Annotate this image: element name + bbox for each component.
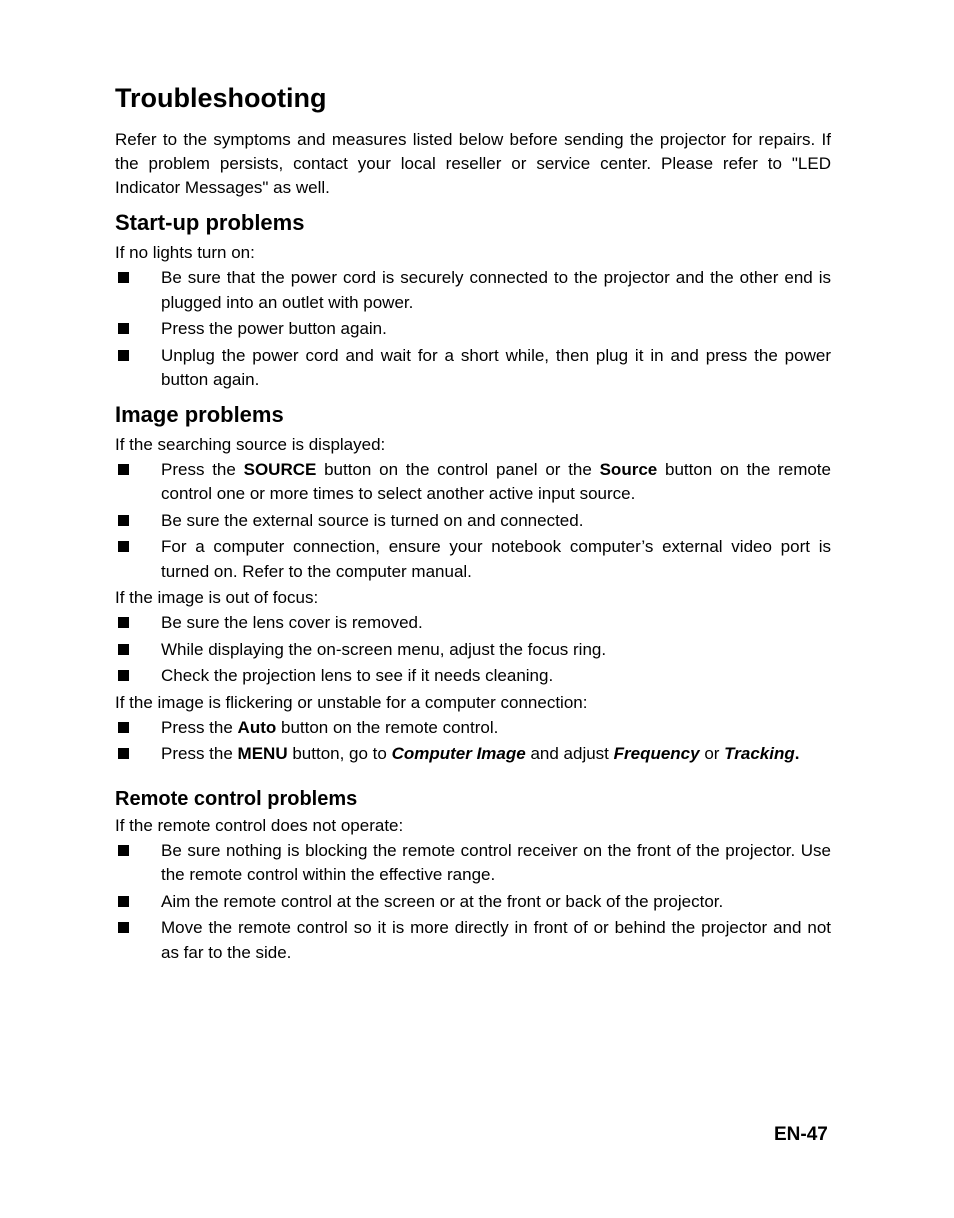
list-item: Press the power button again. [115,317,831,342]
list-item: Move the remote control so it is more directly in front of or behind the projector and not as far to the side. [115,916,831,965]
list-item: Be sure the external source is turned on and connected. [115,509,831,534]
auto-keyword: Auto [237,717,277,737]
remote-condition: If the remote control does not operate: [115,815,404,835]
menu-keyword: MENU [237,744,288,763]
list-item: Be sure the lens cover is removed. [115,611,831,636]
square-bullet-icon [118,515,129,526]
list-item: Check the projection lens to see if it needs cleaning. [115,664,831,689]
remote-section [115,786,831,966]
tracking-keyword: Tracking [724,744,795,763]
image-condition-focus: If the image is out of focus: [115,588,319,607]
page-number: EN-47 [774,1124,828,1145]
source-button-keyword: Source [599,459,658,479]
image-heading: Image problems [115,401,284,427]
page-title: Troubleshooting [115,83,327,113]
list-item: Press the SOURCE button on the control panel or the Source button on the remote control one or more times to select another active input source. [115,458,831,507]
square-bullet-icon [118,670,129,681]
square-bullet-icon [118,722,129,733]
square-bullet-icon [118,350,129,361]
image-condition-flicker: If the image is flickering or unstable for a computer connection: [115,692,588,712]
remote-heading: Remote control problems [115,787,358,810]
square-bullet-icon [118,922,129,933]
image-focus-list [115,611,831,689]
square-bullet-icon [118,748,129,759]
frequency-keyword: Frequency [613,744,700,763]
square-bullet-icon [118,617,129,628]
intro-paragraph: Refer to the symptoms and measures listed below before sending the projector for repairs. If the problem persists, contact your local reseller or service center. Please refer to "LED Indicator Messages" as well. [115,130,831,197]
list-item: For a computer connection, ensure your notebook computer’s external video port is turned on. Refer to the computer manual. [115,535,831,584]
startup-section [115,209,831,393]
document-page [115,80,831,973]
image-flicker-list [115,716,831,767]
list-item: Press the Auto button on the remote control. [115,716,831,741]
startup-list [115,266,831,393]
square-bullet-icon [118,272,129,283]
list-item: Unplug the power cord and wait for a short while, then plug it in and press the power button again. [115,344,831,393]
list-item: Aim the remote control at the screen or at the front or back of the projector. [115,890,831,915]
square-bullet-icon [118,464,129,475]
startup-condition: If no lights turn on: [115,243,255,262]
computer-image-keyword: Computer Image [391,744,526,763]
image-section [115,401,831,767]
source-keyword: SOURCE [243,459,317,479]
list-item: Press the MENU button, go to Computer Image and adjust Frequency or Tracking. [115,742,831,767]
square-bullet-icon [118,644,129,655]
list-item: While displaying the on-screen menu, adjust the focus ring. [115,638,831,663]
list-item: Be sure that the power cord is securely connected to the projector and the other end is plugged into an outlet with power. [115,266,831,315]
square-bullet-icon [118,323,129,334]
list-item: Be sure nothing is blocking the remote control receiver on the front of the projector. Use the remote control within the effective range. [115,839,831,888]
square-bullet-icon [118,896,129,907]
image-source-list [115,458,831,585]
square-bullet-icon [118,541,129,552]
remote-list [115,839,831,966]
image-condition-source: If the searching source is displayed: [115,434,386,454]
startup-heading: Start-up problems [115,210,305,235]
square-bullet-icon [118,845,129,856]
